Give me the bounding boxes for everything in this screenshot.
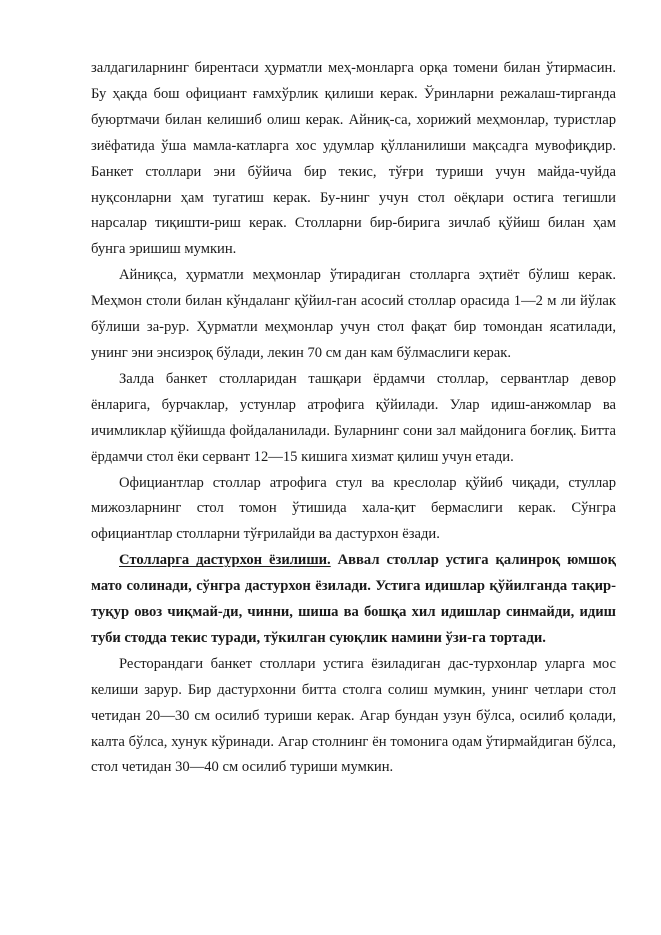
paragraph-guest-tables: Айниқса, ҳурматли меҳмонлар ўтирадиган столларга эҳтиёт бўлиш керак. Меҳмон столи билан кўндаланг қўйил-ган асосий столлар орасида 1—2 м ли йўлак бўлиши за-рур. Ҳурматли меҳмонлар учун стол фақат бир томондан ясатилади, унинг эни энсизроқ бўлади, лекин 70 см дан кам бўлмаслиги керак. — [91, 267, 616, 361]
paragraph-tablecloth-section — [91, 548, 616, 652]
paragraph-waiters-arrange: Официантлар столлар атрофига стул ва креслолар қўйиб чиқади, стуллар мижозларнинг стол томон ўтишида хала-қит бермаслиги керак. Сўнгра официантлар столларни тўғрилайди ва дастурхон ёзади. — [91, 474, 616, 543]
paragraph-continuation: залдагиларнинг бирентаси ҳурматли меҳ-монларга орқа томени билан ўтирмасин. Бу ҳақда бош официант ғамхўрлик қилиши керак. Ўринларни режалаш-тирганда буюртмачи билан келишиб олиш керак. Айниқ-са, хорижий меҳмонлар, туристлар зиёфатида ўша мамла-катларга хос удумлар қўлланилиши мақсадга мувофиқдир. Банкет столлари эни бўйича бир текис, тўғри туриши учун майда-чуйда нуқсонларни ҳам тугатиш керак. Бу-нинг учун стол оёқлари остига тегишли нарсалар тиқишти-риш керак. Столларни бир-бирига зичлаб қўйиш билан ҳам бунга эришиш мумкин. — [91, 60, 616, 258]
section-heading: Столларга дастурхон ёзилиши. — [119, 552, 331, 569]
section-lead-text: Аввал столлар устига қалинроқ юмшоқ мато солинади, сўнгра дастурхон ёзилади. Устига идишлар қўйилганда тақир-туқур овоз чиқмай-ди, чинни, шиша ва бошқа хил идишлар синмайди, идиш туби стодда текис туради, тўкилган суюқлик намини ўзи-га тортади. — [91, 552, 616, 646]
document-page — [91, 56, 616, 781]
paragraph-auxiliary-tables: Залда банкет столларидан ташқари ёрдамчи столлар, сервантлар девор ёнларига, бурчаклар, устунлар атрофига қўйилади. Улар идиш-анжомлар ва ичимликлар қўйишда фойдаланилади. Буларнинг сони зал майдонига боғлиқ. Битта ёрдамчи стол ёки сервант 12—15 кишига хизмат қилиш учун етади. — [91, 370, 616, 465]
paragraph-tablecloth-size: Ресторандаги банкет столлари устига ёзиладиган дас-турхонлар уларга мос келиши зарур. Бир дастурхонни битта столга солиш мумкин, унинг четлари стол четидан 20—30 см осилиб туриши керак. Агар бундан узун бўлса, осилиб қолади, калта бўлса, хунук кўринади. Агар столнинг ён томонига одам ўтирмайдиган бўлса, стол четидан 30—40 см осилиб туриши мумкин. — [91, 655, 616, 776]
